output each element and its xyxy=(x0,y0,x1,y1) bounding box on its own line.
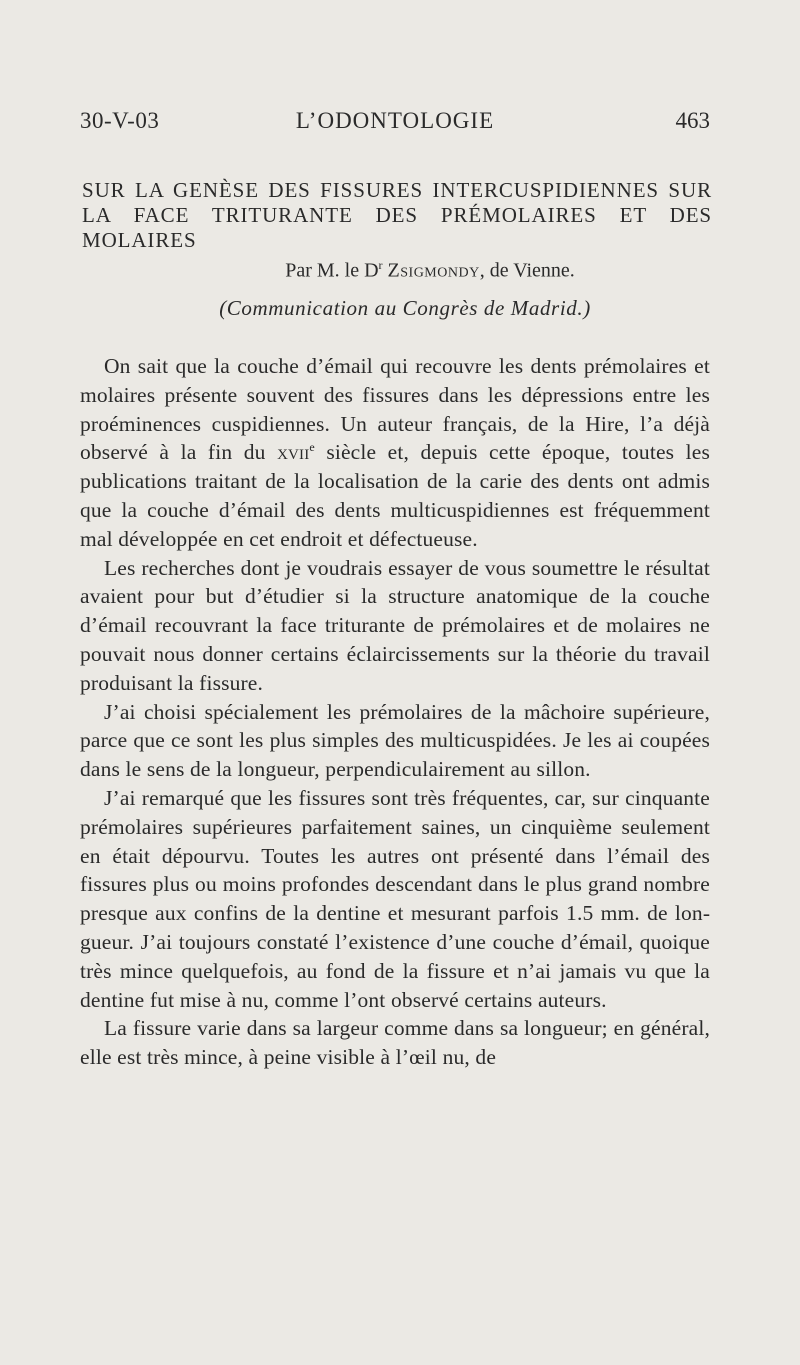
page-number: 463 xyxy=(675,108,710,133)
byline-prefix: Par M. le D xyxy=(285,259,379,282)
running-head xyxy=(80,108,710,148)
paragraph-2: Les recherches dont je voudrais essayer de vous soumettre le résultat avaient pour but d’étudier si la structure anatomique de la couche d’émail recouvrant la face triturante de prémolaires et de molaires ne pouvait nous donner certains éclaircissements sur la théorie du travail produisant la fissure. xyxy=(80,555,710,695)
issue-date: 30-V-03 xyxy=(80,108,160,133)
paragraph-4: J’ai remarqué que les fissures sont très fréquentes, car, sur cinquante prémolaires supérieures parfaitement saines, un cinquième seulement en était dépourvu. Toutes les autres ont présenté dans l’émail des fissures plus ou moins profondes descendant dans le plus grand nombre presque aux confins de la dentine et mesurant parfois 1.5 mm. de longueur. J’ai toujours constaté l’existence d’une couche d’émail, quoique très mince quelquefois, au fond de la fissure et n’ai jamais vu que la dentine fut mise à nu, comme l’ont observé certains auteurs. xyxy=(80,785,710,1012)
article-body xyxy=(80,352,710,1072)
source-note: (Communication au Congrès de Madrid.) xyxy=(219,296,591,320)
century-numeral: xvii xyxy=(277,440,310,465)
journal-title: L’ODONTOLOGIE xyxy=(295,108,495,133)
author-name: Zsigmondy xyxy=(387,259,480,282)
paragraph-1 xyxy=(80,352,710,554)
byline-prefix-sup: r xyxy=(378,258,383,272)
paragraph-1-part-a: On sait que la couche d’émail qui recouvre les dents prémolaires et molaires présente souvent des fissures dans les dépressions entre les proéminences cuspidiennes. Un auteur français, de la Hire, l’a déjà observé à la fin du xyxy=(80,354,710,465)
paragraph-1-part-b: siècle et, depuis cette époque, toutes les publications traitant de la localisation de la carie des dents ont admis que la couche d’émail des dents multicuspidiennes est fréquemment mal développée en cet endroit et défectueuse. xyxy=(80,440,710,551)
century-sup: e xyxy=(309,440,315,455)
paragraph-3: J’ai choisi spécialement les prémolaires de la mâchoire supérieure, parce que ce sont les plus simples des multicuspidées. Je les ai coupées dans le sens de la longueur, perpendiculairement au sillon. xyxy=(80,699,710,782)
article-title: SUR LA GENÈSE DES FISSURES INTERCUSPIDIENNES SUR LA FACE TRITURANTE DES PRÉMOLAIRES ET DES MOLAIRES xyxy=(82,178,712,252)
byline xyxy=(0,258,800,283)
paragraph-5: La fissure varie dans sa largeur comme dans sa longueur; en général, elle est très mince, à peine visible à l’œil nu, de xyxy=(80,1016,710,1070)
byline-suffix: , de Vienne. xyxy=(479,259,575,282)
